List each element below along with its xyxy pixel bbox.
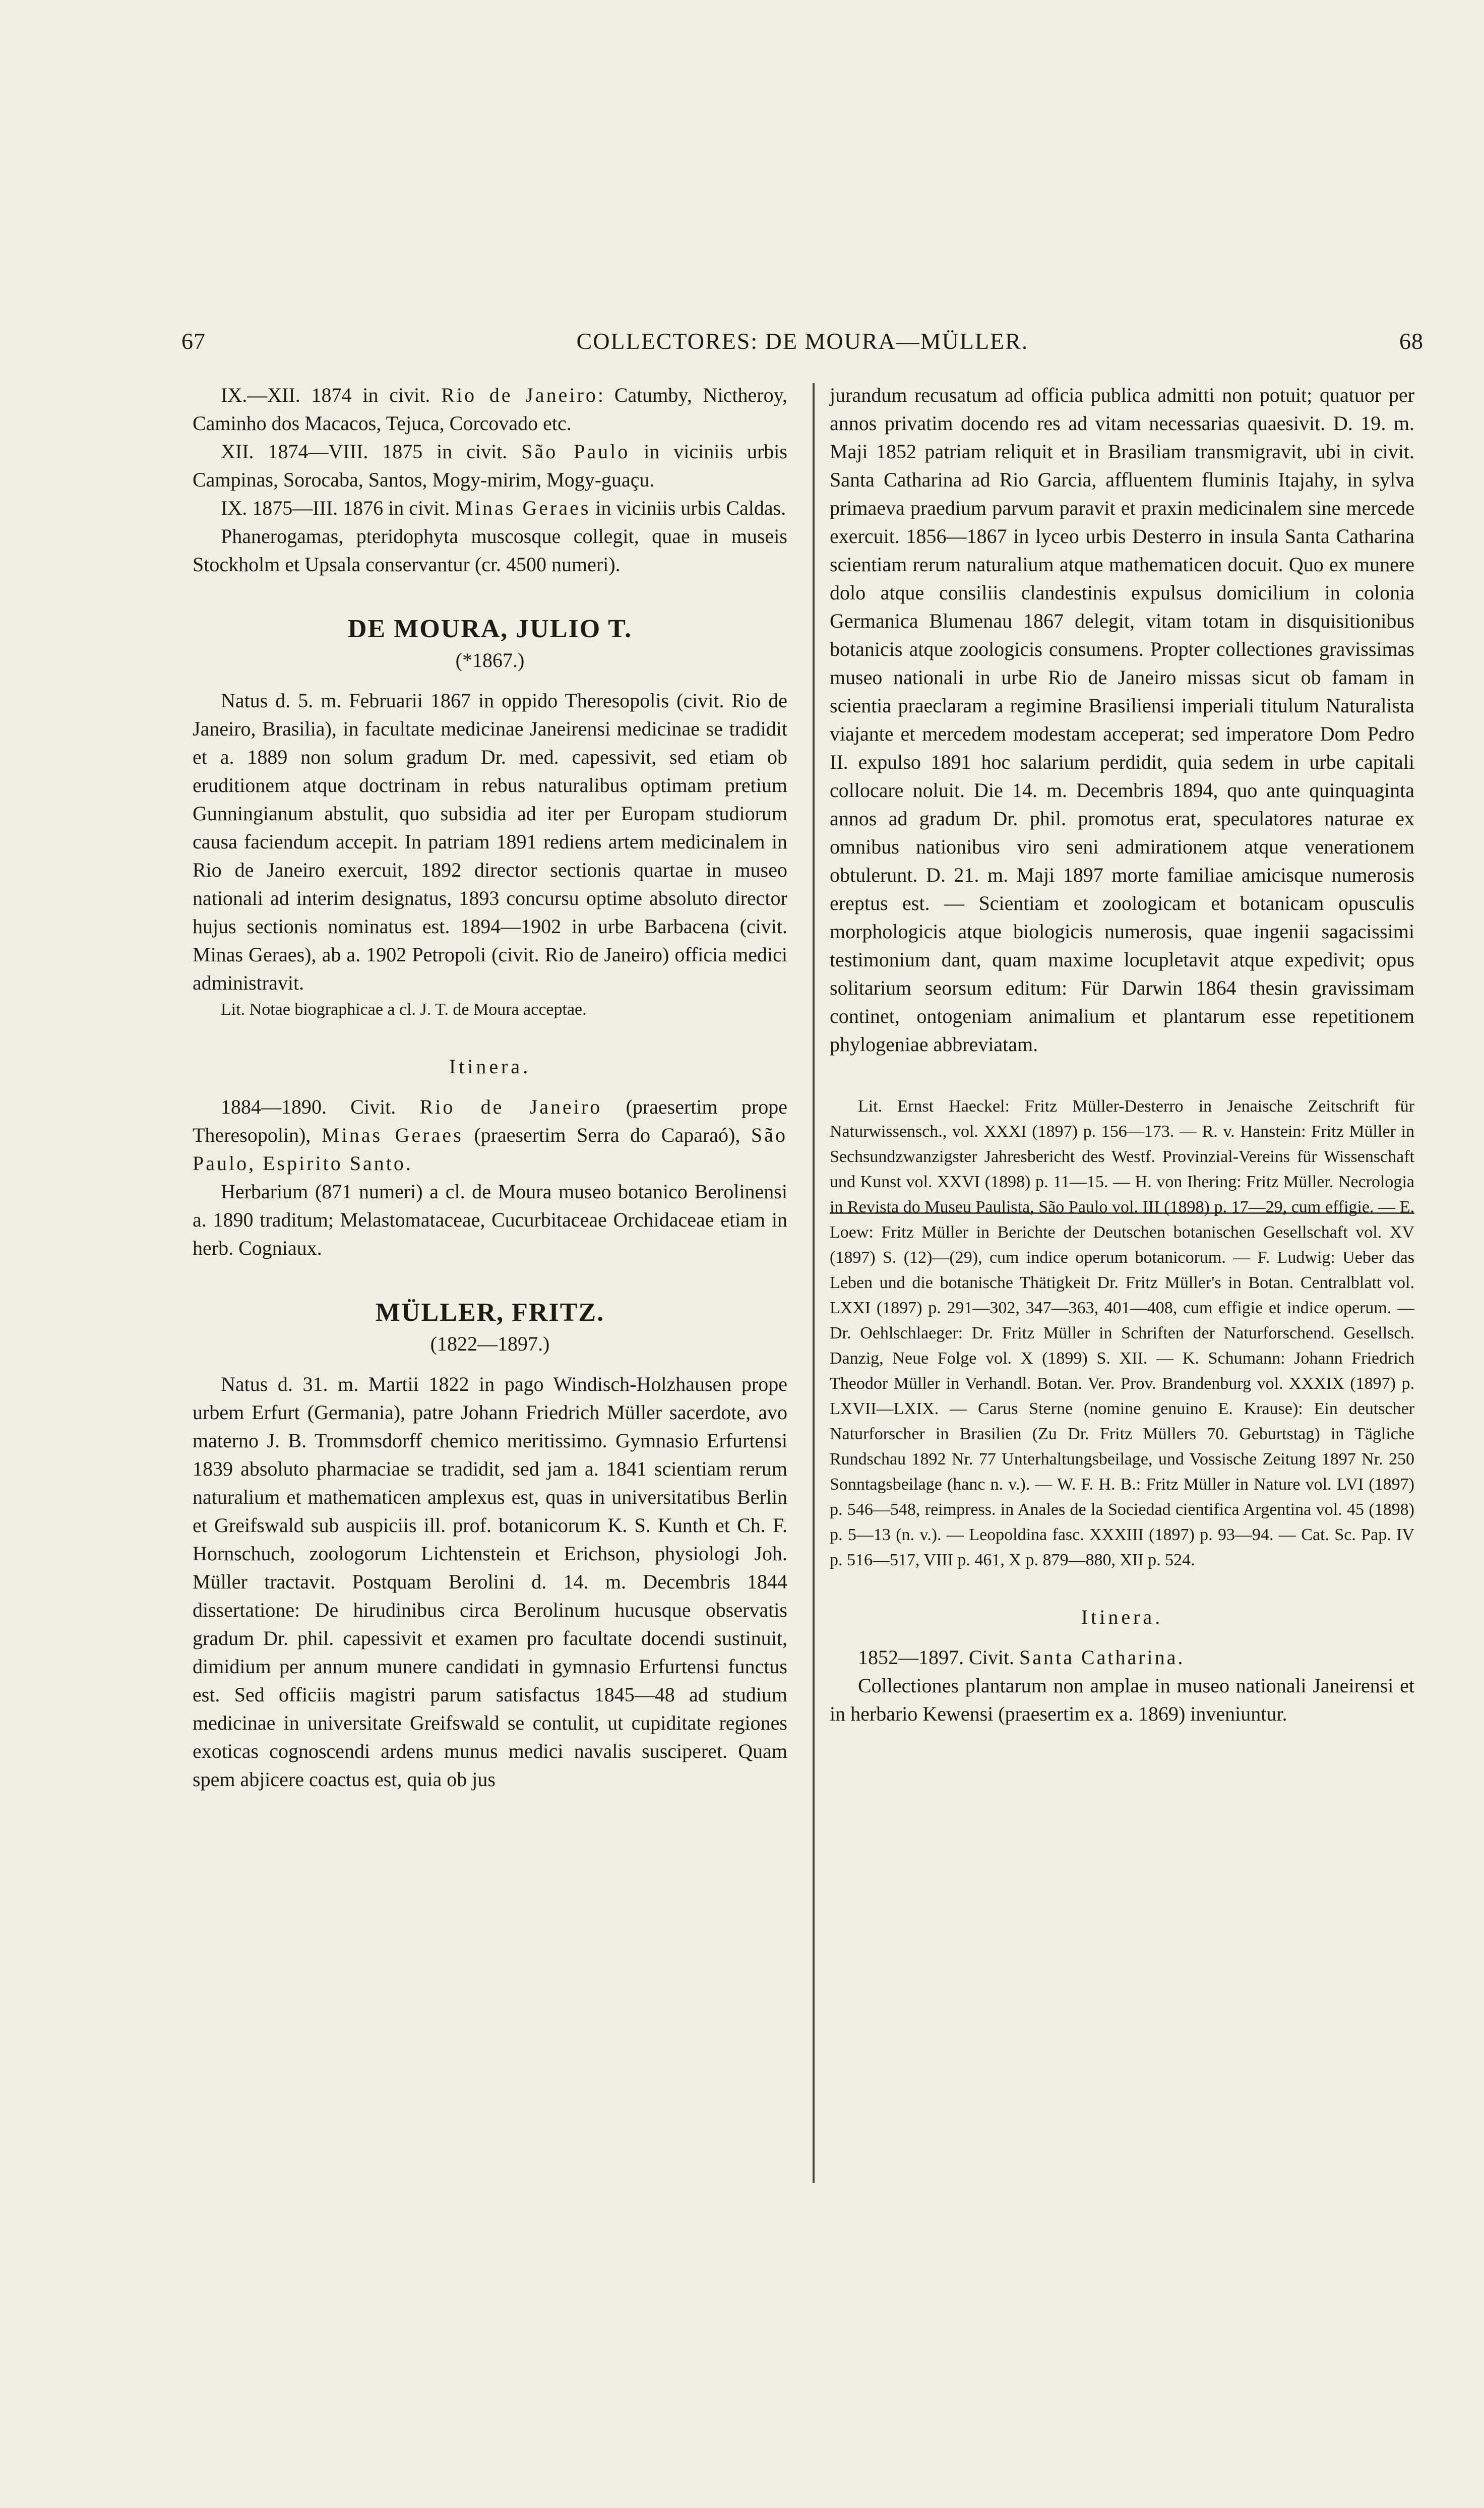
collection-note: Phanerogamas, pteridophyta muscosque collegit, quae in museis Stockholm et Upsala conservantur (cr. 4500 numeri). bbox=[193, 525, 787, 576]
collections-muller: Collectiones plantarum non amplae in museo nationali Janeirensi et in herbario Kewensi (praesertim ex a. 1869) inveniuntur. bbox=[830, 1674, 1414, 1725]
herbarium-moura: Herbarium (871 numeri) a cl. de Moura museo botanico Berolinensi a. 1890 traditum; Melastomataceae, Cucurbitaceae Orchidaceae etiam in herb. Cogniaux. bbox=[193, 1180, 787, 1259]
literature-muller: Lit. Ernst Haeckel: Fritz Müller-Desterro in Jenaische Zeitschrift für Naturwissensch., vol. XXXI (1897) p. 156—173. — R. v. Hanstein: Fritz Müller in Sechsundzwanzigster Jahresbericht des Westf. Provinzial-Vereins für Wissenschaft und Kunst vol. XXVI (1898) p. 11—15. — H. von Ihering: Fritz Müller. Necrologia in Revista do Museu Paulista, São Paulo vol. III (1898) p. 17—29, cum effigie. — E. Loew: Fritz Müller in Berichte der Deutschen botanischen Gesellschaft vol. XV (1897) S. (12)—(29), cum indice operum botanicorum. — F. Ludwig: Ueber das Leben und die botanische Thätigkeit Dr. Fritz Müller's in Botan. Centralblatt vol. LXXI (1897) p. 291—302, 347—363, 401—408, cum effigie et indice operum. — Dr. Oehlschlaeger: Dr. Fritz Müller in Schriften der Naturforschend. Gesellsch. Danzig, Neue Folge vol. X (1899) S. XII. — K. Schumann: Johann Friedrich Theodor Müller in Verhandl. Botan. Ver. Prov. Brandenburg vol. XXXIX (1897) p. LXVII—LXIX. — Carus Sterne (nomine genuino E. Krause): Ein deutscher Naturforscher in Brasilien (Zu Dr. Fritz Müllers 70. Geburtstag) in Tägliche Rundschau 1892 Nr. 77 Unterhaltungsbeilage, und Vossische Zeitung 1897 Nr. 250 Sonntagsbeilage (hanc n. v.). — W. F. H. B.: Fritz Müller in Nature vol. LVI (1897) p. 546—548, reimpress. in Anales de la Sociedad cientifica Argentina vol. 45 (1898) p. 5—13 (n. v.). — Leopoldina fasc. XXXIII (1897) p. 93—94. — Cat. Sc. Pap. IV p. 516—517, VIII p. 461, X p. 879—880, XII p. 524. bbox=[830, 1097, 1414, 1569]
biography-muller-continued: jurandum recusatum ad officia publica admitti non potuit; quatuor per annos privatim docendo res ad vitam necessarias quaesivit. D. 19. m. Maji 1852 patriam reliquit et in Brasiliam transmigravit, ubi in civit. Santa Catharina ad Rio Garcia, affluentem fluminis Itajahy, in sylva primaeva praedium parvum paravit et praxin medicinalem sine mercede exercuit. 1856—1867 in lyceo urbis Desterro in insula Santa Catharina scientiam rerum naturalium atque mathematicen docuit. Quo ex munere dolo atque consiliis clandestinis expulsus domicilium in colonia Germanica Blumenau 1867 delegit, vitam totam in disquisitionibus botanicis atque zoologicis consumens. Propter collectiones gravissimas museo nationali in urbe Rio de Janeiro missas sicut ob famam in scientia praeclaram a regimine Brasiliensi imperiali titulum Naturalista viajante et mercedem modestam acceperat; sed imperatore Dom Pedro II. expulso 1891 hoc salarium perdidit, quia sedem in urbe capitali collocare noluit. Die 14. m. Decembris 1894, quo ante quinquaginta annos ad gradum Dr. phil. promotus erat, speculatores naturae ex omnibus nationibus viro seni admirationem atque venerationem obtulerunt. D. 21. m. Maji 1897 morte familiae amicisque numerosis ereptus est. — Scientiam et zoologicam et botanicam opusculis morphologicis atque biologicis numerosis, quae ingenii sagacissimi testimonium dant, quam maxime locupletavit atque expedivit; opus solitarium seorsum editum: Für Darwin 1864 thesin gravissimam continet, ontogeniam animalium et plantarum esse repetitionem phylogeniae abbreviatam. bbox=[830, 384, 1414, 1056]
right-column bbox=[830, 381, 1414, 1728]
running-header bbox=[181, 328, 1424, 368]
entry-heading-muller: MÜLLER, FRITZ. bbox=[375, 1298, 605, 1327]
itinera-moura: 1884—1890. Civit. Rio de Janeiro (praesertim prope Theresopolin), Minas Geraes (praesertim Serra do Caparaó), São Paulo, Espirito Santo. bbox=[193, 1095, 788, 1175]
running-title: COLLECTORES: DE MOURA—MÜLLER. bbox=[576, 328, 1029, 354]
left-column bbox=[193, 381, 787, 1794]
itinera-muller: 1852—1897. Civit. Santa Catharina. bbox=[858, 1646, 1185, 1669]
entry-dates-moura: (*1867.) bbox=[455, 649, 525, 671]
entry-heading-moura: DE MOURA, JULIO T. bbox=[347, 615, 633, 643]
biography-muller: Natus d. 31. m. Martii 1822 in pago Windisch-Holzhausen prope urbem Erfurt (Germania), patre Johann Friedrich Müller sacerdote, avo materno J. B. Trommsdorff chemico meritissimo. Gymnasio Erfurtensi 1839 absoluto pharmaciae se tradidit, sed jam a. 1841 scientiam rerum naturalium et mathematicen amplexus est, quas in universitatibus Berlin et Greifswald sub auspiciis ill. prof. botanicorum K. S. Kunth et Ch. F. Hornschuch, zoologorum Lichtenstein et Erichson, physiologi Joh. Müller tractavit. Postquam Berolini d. 14. m. Decembris 1844 dissertatione: De hirudinibus circa Berolinum hucusque observatis gradum Dr. phil. capessivit et examen pro facultate docendi sustinuit, dimidium per annum munere candidati in gymnasio Erfurtensi functus est. Sed officiis magistri parum satisfactus 1845—48 ad studium medicinae in universitate Greifswald se contulit, ut cupiditate regiones exoticas cognoscendi ardens munus medici navalis susciperet. Quam spem abjicere coactus est, quia ob jus bbox=[193, 1373, 787, 1791]
itinera-heading-moura: Itinera. bbox=[449, 1055, 531, 1078]
page-number-left: 67 bbox=[181, 328, 206, 354]
itinerary-paragraph: IX.—XII. 1874 in civit. Rio de Janeiro: Catumby, Nictheroy, Caminho dos Macacos, Tejuca, Corcovado etc. bbox=[193, 384, 787, 435]
biography-moura: Natus d. 5. m. Februarii 1867 in oppido Theresopolis (civit. Rio de Janeiro, Brasilia), in facultate medicinae Janeirensi medicinae se tradidit et a. 1889 non solum gradum Dr. med. capessivit, sed etiam ob eruditionem atque doctrinam in rebus naturalibus optimam pretium Gunningianum abstulit, quo subsidia ad iter per Europam studiorum causa faciendum accepit. In patriam 1891 rediens artem medicinalem in Rio de Janeiro exercuit, 1892 director sectionis quartae in museo nationali ad interim designatus, 1893 concursu optime absoluto director hujus sectionis nominatus est. 1894—1902 in urbe Barbacena (civit. Minas Geraes), ab a. 1902 Petropoli (civit. Rio de Janeiro) officia medici administravit. bbox=[193, 689, 787, 994]
column-divider bbox=[813, 383, 815, 2183]
itinerary-paragraph: XII. 1874—VIII. 1875 in civit. São Paulo in viciniis urbis Campinas, Sorocaba, Santos, Mogy-mirim, Mogy-guaçu. bbox=[193, 440, 787, 491]
entry-dates-muller: (1822—1897.) bbox=[430, 1332, 550, 1355]
literature-moura: Lit. Notae biographicae a cl. J. T. de Moura acceptae. bbox=[221, 1000, 587, 1019]
itinerary-paragraph: IX. 1875—III. 1876 in civit. Minas Geraes in viciniis urbis Caldas. bbox=[221, 497, 786, 519]
itinera-heading-muller: Itinera. bbox=[1081, 1606, 1163, 1628]
page-number-right: 68 bbox=[1399, 328, 1424, 354]
